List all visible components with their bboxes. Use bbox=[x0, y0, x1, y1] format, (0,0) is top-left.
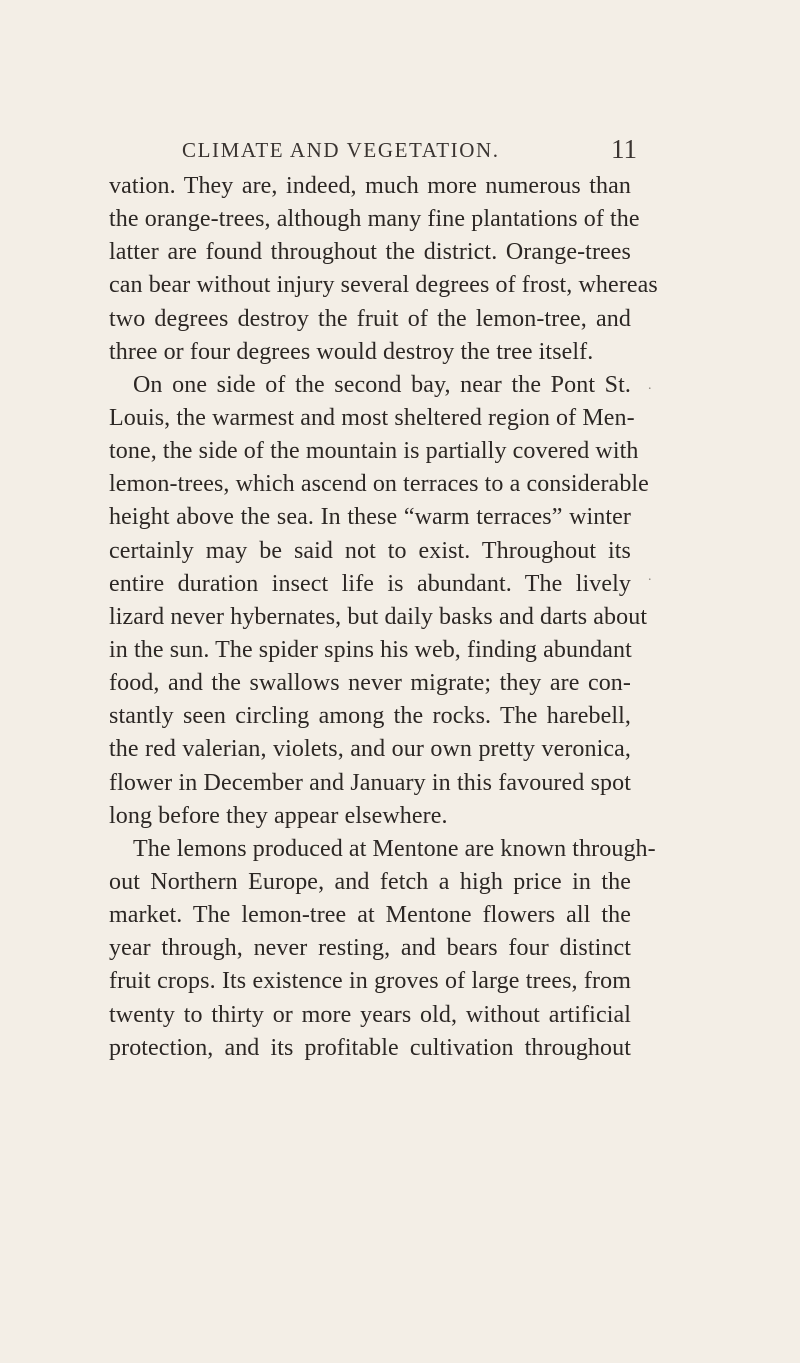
print-speck: . bbox=[648, 569, 652, 584]
text-line: the red valerian, violets, and our own pretty veronica, bbox=[109, 736, 631, 763]
running-title: CLIMATE AND VEGETATION. bbox=[182, 138, 500, 162]
page-number: 11 bbox=[611, 134, 637, 164]
text-line: the orange-trees, although many fine plantations of the bbox=[109, 206, 640, 233]
text-line: can bear without injury several degrees of frost, whereas bbox=[109, 272, 658, 299]
text-line: vation. They are, indeed, much more numerous than bbox=[109, 173, 631, 199]
text-line: On one side of the second bay, near the Pont St. bbox=[133, 371, 631, 398]
text-line: tone, the side of the mountain is partially covered with bbox=[109, 438, 639, 465]
text-line: in the sun. The spider spins his web, finding abundant bbox=[109, 636, 632, 663]
text-line: protection, and its profitable cultivation throughout bbox=[109, 1034, 631, 1061]
text-line: stantly seen circling among the rocks. The harebell, bbox=[109, 703, 631, 730]
text-line: market. The lemon-tree at Mentone flowers all the bbox=[109, 902, 631, 929]
text-line: certainly may be said not to exist. Throughout its bbox=[109, 537, 631, 564]
text-line: Louis, the warmest and most sheltered region of Men- bbox=[109, 404, 635, 431]
text-line: flower in December and January in this favoured spot bbox=[109, 769, 631, 796]
text-line: The lemons produced at Mentone are known through- bbox=[133, 835, 656, 862]
text-line: height above the sea. In these “warm terraces” winter bbox=[109, 504, 631, 531]
text-line: twenty to thirty or more years old, without artificial bbox=[109, 1001, 631, 1028]
text-line: out Northern Europe, and fetch a high price in the bbox=[109, 868, 631, 895]
text-line: year through, never resting, and bears four distinct bbox=[109, 935, 631, 962]
body-text bbox=[109, 170, 658, 1065]
running-head bbox=[0, 134, 800, 168]
text-line: long before they appear elsewhere. bbox=[109, 802, 448, 829]
text-line: latter are found throughout the district. Orange-trees bbox=[109, 239, 631, 266]
text-line: entire duration insect life is abundant. The lively bbox=[109, 570, 631, 597]
text-line: lemon-trees, which ascend on terraces to a considerable bbox=[109, 471, 649, 498]
text-line: fruit crops. Its existence in groves of large trees, from bbox=[109, 968, 631, 995]
print-speck: . bbox=[648, 378, 652, 393]
text-line: three or four degrees would destroy the tree itself. bbox=[109, 338, 594, 365]
text-line: two degrees destroy the fruit of the lemon-tree, and bbox=[109, 305, 631, 332]
text-line: food, and the swallows never migrate; they are con- bbox=[109, 670, 631, 697]
text-line: lizard never hybernates, but daily basks and darts about bbox=[109, 603, 648, 630]
